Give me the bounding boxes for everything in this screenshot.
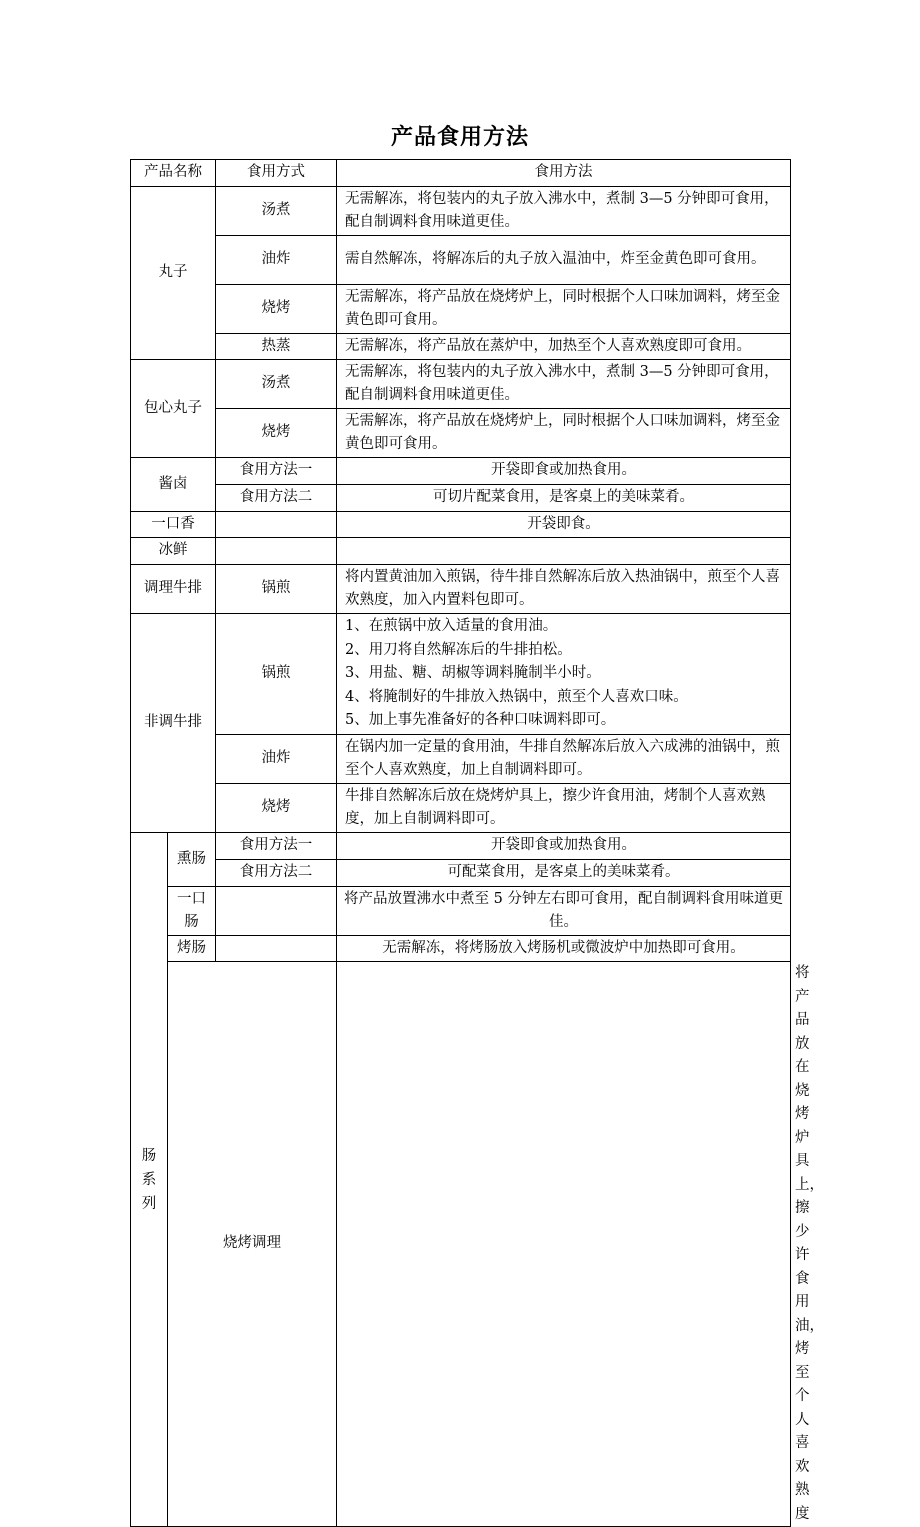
method-cell <box>216 887 337 936</box>
group-changxilie <box>131 833 168 1527</box>
group-char: 肠 <box>141 1147 157 1164</box>
table-row <box>131 334 791 360</box>
group-char: 系 <box>141 1171 157 1188</box>
instruction-cell <box>337 614 791 735</box>
instruction-cell: 无需解冻，将包装内的丸子放入沸水中，煮制 3—5 分钟即可食用，配自制调料食用味道更佳。 <box>337 187 791 236</box>
product-yikouchang <box>168 887 216 936</box>
method-cell <box>216 538 337 565</box>
instruction-cell: 需自然解冻，将解冻后的丸子放入温油中，炸至金黄色即可食用。 <box>337 236 791 285</box>
instruction-cell: 将内置黄油加入煎锅，待牛排自然解冻后放入热油锅中，煎至个人喜欢熟度，加入内置料包即可。 <box>337 565 791 614</box>
instruction-cell <box>337 538 791 565</box>
product-shaokaotiaoli: 烧烤调理 <box>168 962 337 1527</box>
method-cell: 油炸 <box>216 236 337 285</box>
instruction-cell: 可切片配菜食用，是客桌上的美味菜肴。 <box>337 485 791 512</box>
method-cell: 食用方法一 <box>216 458 337 485</box>
product-feitiao: 非调牛排 <box>131 614 216 833</box>
page-title: 产品食用方法 <box>390 125 529 150</box>
table-row <box>131 409 791 458</box>
product-kaochang: 烤肠 <box>168 936 216 962</box>
instruction-cell: 开袋即食。 <box>337 512 791 538</box>
product-name-line: 一口 <box>177 890 206 907</box>
table-row <box>131 360 791 409</box>
step-item: 4、将腌制好的牛排放入热锅中，煎至个人喜欢口味。 <box>345 688 688 705</box>
method-cell: 锅煎 <box>216 565 337 614</box>
instruction-cell: 牛排自然解冻后放在烧烤炉具上，擦少许食用油，烤制个人喜欢熟度，加上自制调料即可。 <box>337 784 791 833</box>
method-cell <box>216 936 337 962</box>
method-cell: 食用方法二 <box>216 860 337 887</box>
table-row <box>131 538 791 565</box>
method-cell: 汤煮 <box>216 187 337 236</box>
product-bingxian: 冰鲜 <box>131 538 216 565</box>
table-row <box>131 512 791 538</box>
group-char: 列 <box>141 1195 157 1212</box>
table-row <box>131 236 791 285</box>
table-row <box>131 833 791 860</box>
table-row <box>131 485 791 512</box>
method-cell: 烧烤 <box>216 784 337 833</box>
table-row: 烧烤调理 将产品放在烧烤炉具上，擦少许食用油，烤至个人喜欢熟度 <box>131 962 791 1527</box>
method-cell <box>337 962 791 1527</box>
instruction-cell: 无需解冻，将产品放在烧烤炉上，同时根据个人口味加调料，烤至金黄色即可食用。 <box>337 409 791 458</box>
table-row <box>131 614 791 735</box>
table-row <box>131 187 791 236</box>
instruction-cell: 无需解冻，将烤肠放入烤肠机或微波炉中加热即可食用。 <box>337 936 791 962</box>
instruction-cell: 无需解冻，将包装内的丸子放入沸水中，煮制 3—5 分钟即可食用，配自制调料食用味道更佳。 <box>337 360 791 409</box>
header-row <box>131 160 791 187</box>
method-cell: 锅煎 <box>216 614 337 735</box>
product-wanzi: 丸子 <box>131 187 216 360</box>
table-row <box>131 936 791 962</box>
table-row <box>131 285 791 334</box>
step-item: 3、用盐、糖、胡椒等调料腌制半小时。 <box>345 665 601 682</box>
table-row <box>131 860 791 887</box>
method-cell: 烧烤 <box>216 409 337 458</box>
product-tiaoli: 调理牛排 <box>131 565 216 614</box>
method-cell: 食用方法一 <box>216 833 337 860</box>
product-yikouxiang: 一口香 <box>131 512 216 538</box>
method-cell: 热蒸 <box>216 334 337 360</box>
instruction-cell: 无需解冻，将产品放在蒸炉中，加热至个人喜欢熟度即可食用。 <box>337 334 791 360</box>
table-row <box>131 735 791 784</box>
header-instructions: 食用方法 <box>337 160 791 187</box>
instruction-cell: 在锅内加一定量的食用油，牛排自然解冻后放入六成沸的油锅中，煎至个人喜欢熟度，加上自制调料即可。 <box>337 735 791 784</box>
product-name-line: 肠 <box>184 914 199 930</box>
product-jianglu: 酱卤 <box>131 458 216 512</box>
product-baoxin: 包心丸子 <box>131 360 216 458</box>
step-item: 5、加上事先准备好的各种口味调料即可。 <box>345 712 616 729</box>
instruction-cell: 无需解冻，将产品放在烧烤炉上，同时根据个人口味加调料，烤至金黄色即可食用。 <box>337 285 791 334</box>
instruction-cell: 将产品放置沸水中煮至 5 分钟左右即可食用，配自制调料食用味道更佳。 <box>337 887 791 936</box>
step-item: 2、用刀将自然解冻后的牛排拍松。 <box>345 641 572 658</box>
instruction-cell: 开袋即食或加热食用。 <box>337 833 791 860</box>
method-cell: 烧烤 <box>216 285 337 334</box>
usage-table <box>130 159 824 1527</box>
method-cell: 食用方法二 <box>216 485 337 512</box>
method-cell: 油炸 <box>216 735 337 784</box>
table-row <box>131 458 791 485</box>
instruction-cell: 开袋即食或加热食用。 <box>337 458 791 485</box>
table-row <box>131 565 791 614</box>
product-xunchang: 熏肠 <box>168 833 216 887</box>
header-product-name: 产品名称 <box>131 160 216 187</box>
method-cell: 汤煮 <box>216 360 337 409</box>
header-method: 食用方式 <box>216 160 337 187</box>
table-row <box>131 784 791 833</box>
method-cell <box>216 512 337 538</box>
instruction-cell: 可配菜食用，是客桌上的美味菜肴。 <box>337 860 791 887</box>
step-item: 1、在煎锅中放入适量的食用油。 <box>345 618 558 635</box>
table-row <box>131 887 791 936</box>
